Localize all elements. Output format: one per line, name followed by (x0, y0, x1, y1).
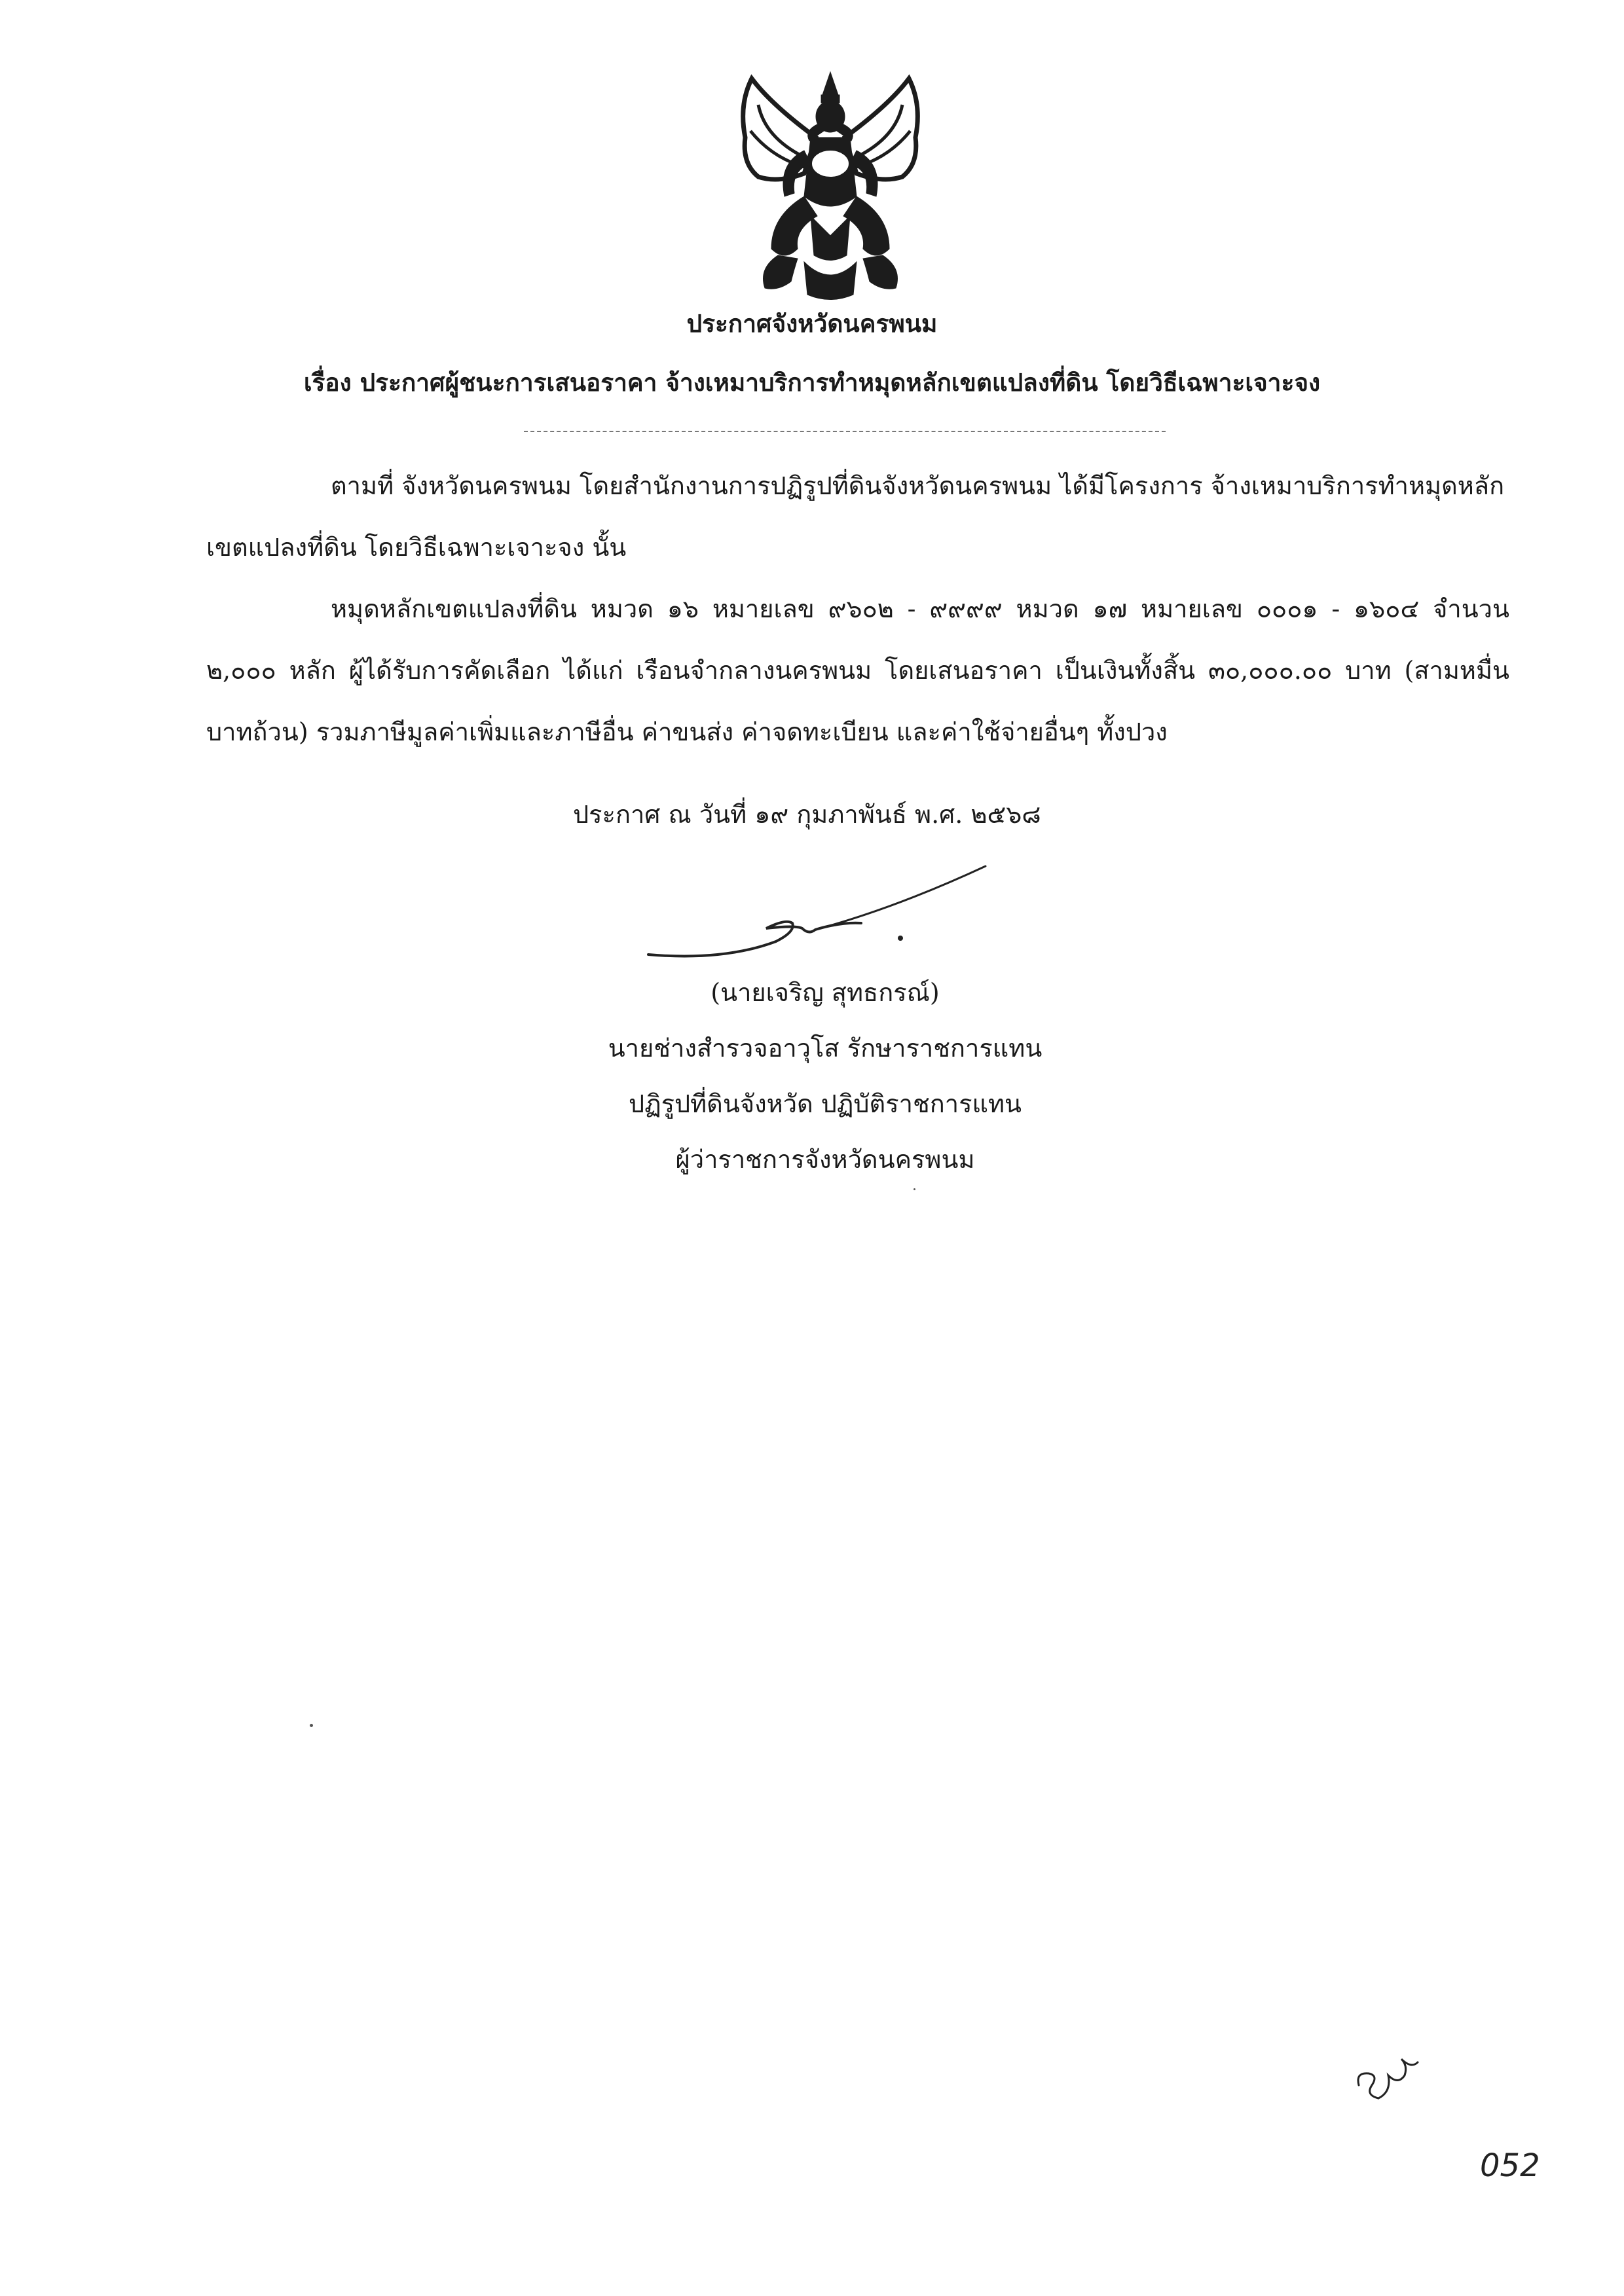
signatory-position-1: นายช่างสำรวจอาวุโส รักษาราชการแทน (608, 1034, 1043, 1063)
scan-speck (913, 1188, 915, 1190)
announcement-date: ประกาศ ณ วันที่ ๑๙ กุมภาพันธ์ พ.ศ. ๒๕๖๘ (573, 800, 1041, 829)
page-number: 052 (1480, 2147, 1540, 2184)
document-title: ประกาศจังหวัดนครพนม (686, 310, 938, 338)
body-paragraph-1: ตามที่ จังหวัดนครพนม โดยสำนักงานการปฏิรูปที่ดินจังหวัดนครพนม ได้มีโครงการ จ้างเหมาบริการทำหมุดหลักเขตแปลงที่ดิน โดยวิธีเฉพาะเจาะจง นั้น (206, 471, 1505, 562)
body-paragraph-2: หมุดหลักเขตแปลงที่ดิน หมวด ๑๖ หมายเลข ๙๖๐๒ - ๙๙๙๙ หมวด ๑๗ หมายเลข ๐๐๐๑ - ๑๖๐๔ จำนวน ๒,๐๐๐ หลัก ผู้ได้รับการคัดเลือก ได้แก่ เรือนจำกลางนครพนม โดยเสนอราคา เป็นเงินทั้งสิ้น ๓๐,๐๐๐.๐๐ บาท (สามหมื่นบาทถ้วน) รวมภาษีมูลค่าเพิ่มและภาษีอื่น ค่าขนส่ง ค่าจดทะเบียน และค่าใช้จ่ายอื่นๆ ทั้งปวง (206, 594, 1509, 746)
title-divider (524, 431, 1166, 432)
scan-speck (310, 1724, 313, 1727)
handwritten-signature (645, 863, 992, 969)
handwritten-initials (1352, 2046, 1431, 2105)
garuda-emblem-icon (732, 65, 929, 308)
document-subject: เรื่อง ประกาศผู้ชนะการเสนอราคา จ้างเหมาบริการทำหมุดหลักเขตแปลงที่ดิน โดยวิธีเฉพาะเจาะจง (303, 369, 1321, 397)
signatory-position-2: ปฏิรูปที่ดินจังหวัด ปฏิบัติราชการแทน (628, 1089, 1022, 1118)
signatory-position-3: ผู้ว่าราชการจังหวัดนครพนม (675, 1145, 975, 1174)
signatory-name: (นายเจริญ สุทธกรณ์) (710, 978, 940, 1007)
